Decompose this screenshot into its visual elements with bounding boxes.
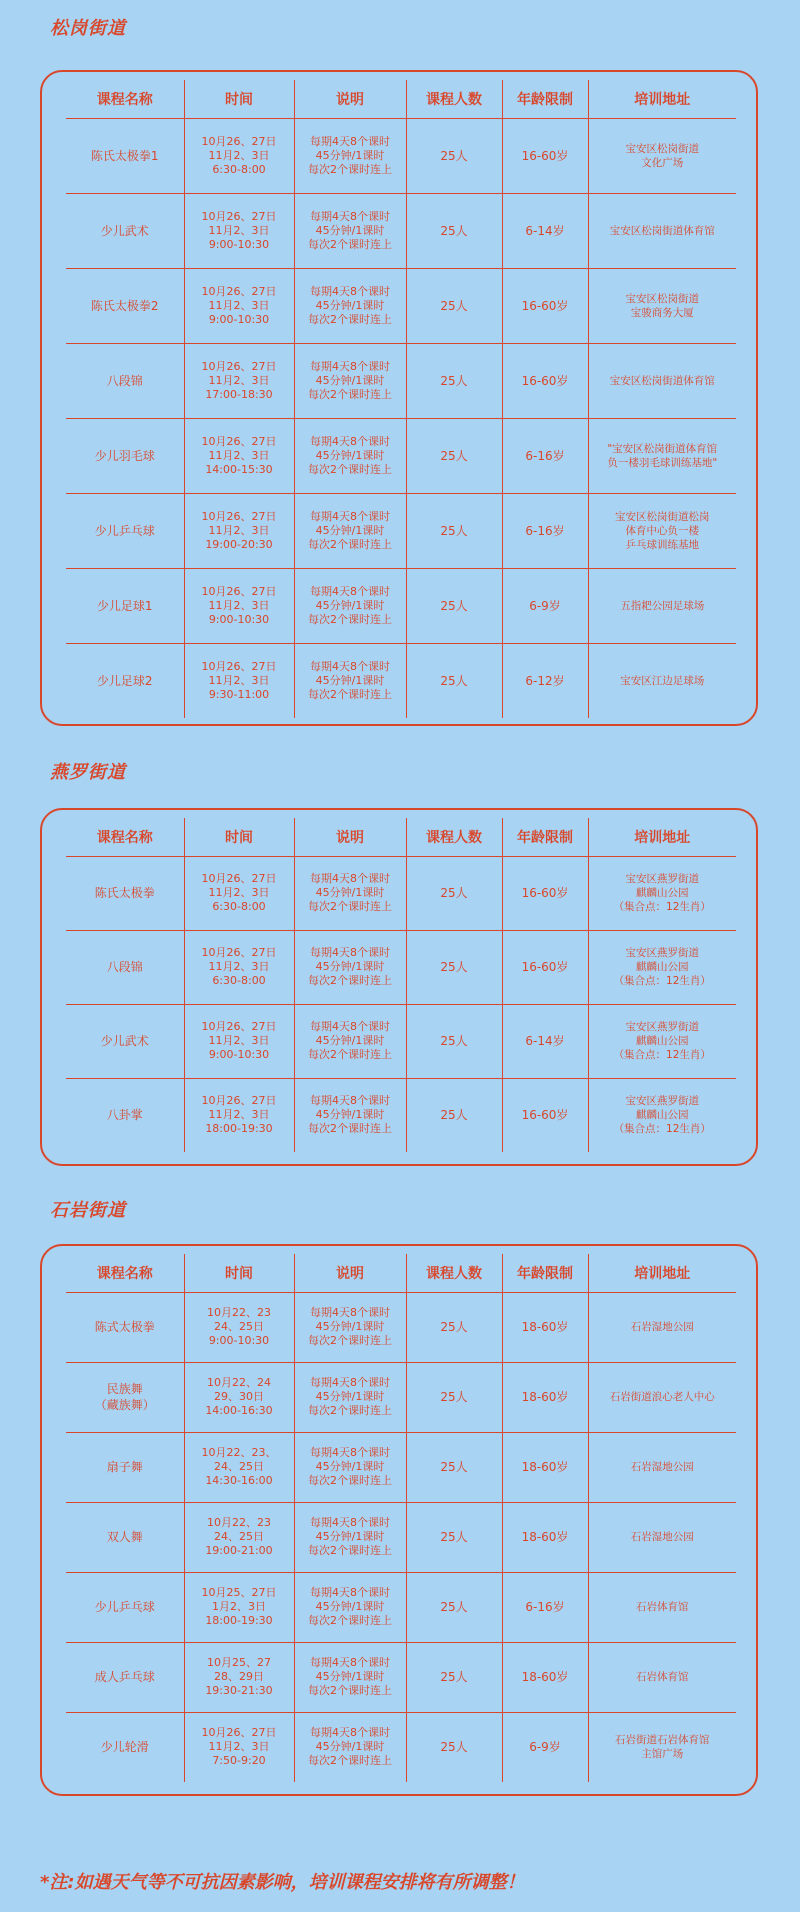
table-row [66,643,736,718]
training-address: 宝安区松岗街道松岗 体育中心负一楼 乒乓球训练基地 [588,493,736,568]
table-row [66,1362,736,1432]
column-header-course-capacity: 课程人数 [406,1254,502,1292]
age-limit: 18-60岁 [502,1432,588,1502]
course-desc: 每期4天8个课时 45分钟/1课时 每次2个课时连上 [294,1292,406,1362]
course-capacity: 25人 [406,493,502,568]
course-name: 陈式太极拳 [66,1292,184,1362]
column-header-course-name: 课程名称 [66,80,184,118]
course-desc: 每期4天8个课时 45分钟/1课时 每次2个课时连上 [294,268,406,343]
course-time: 10月22、24 29、30日 14:00-16:30 [184,1362,294,1432]
course-name: 陈氏太极拳1 [66,118,184,193]
column-header-course-time: 时间 [184,1254,294,1292]
course-time: 10月26、27日 11月2、3日 19:00-20:30 [184,493,294,568]
column-header-course-capacity: 课程人数 [406,80,502,118]
schedule-table [66,1254,736,1782]
age-limit: 16-60岁 [502,856,588,930]
column-header-course-capacity: 课程人数 [406,818,502,856]
course-time: 10月26、27日 11月2、3日 9:00-10:30 [184,268,294,343]
footnote: *注:如遇天气等不可抗因素影响，培训课程安排将有所调整！ [40,1872,525,1893]
table-row [66,268,736,343]
column-header-course-name: 课程名称 [66,818,184,856]
training-address: 宝安区松岗街道体育馆 [588,343,736,418]
course-time: 10月26、27日 11月2、3日 14:00-15:30 [184,418,294,493]
course-desc: 每期4天8个课时 45分钟/1课时 每次2个课时连上 [294,1004,406,1078]
course-time: 10月26、27日 11月2、3日 6:30-8:00 [184,118,294,193]
age-limit: 6-9岁 [502,568,588,643]
course-name: 双人舞 [66,1502,184,1572]
course-desc: 每期4天8个课时 45分钟/1课时 每次2个课时连上 [294,493,406,568]
course-time: 10月26、27日 11月2、3日 18:00-19:30 [184,1078,294,1152]
course-desc: 每期4天8个课时 45分钟/1课时 每次2个课时连上 [294,930,406,1004]
age-limit: 16-60岁 [502,268,588,343]
table-row [66,1292,736,1362]
course-name: 少儿武术 [66,193,184,268]
course-time: 10月26、27日 11月2、3日 17:00-18:30 [184,343,294,418]
course-desc: 每期4天8个课时 45分钟/1课时 每次2个课时连上 [294,1712,406,1782]
course-time: 10月26、27日 11月2、3日 9:30-11:00 [184,643,294,718]
table-row [66,1642,736,1712]
training-address: 石岩体育馆 [588,1572,736,1642]
course-desc: 每期4天8个课时 45分钟/1课时 每次2个课时连上 [294,1642,406,1712]
course-name: 成人乒乓球 [66,1642,184,1712]
course-time: 10月22、23 24、25日 19:00-21:00 [184,1502,294,1572]
table-row [66,856,736,930]
course-capacity: 25人 [406,1432,502,1502]
column-header-training-address: 培训地址 [588,818,736,856]
course-time: 10月25、27 28、29日 19:30-21:30 [184,1642,294,1712]
age-limit: 6-16岁 [502,493,588,568]
course-capacity: 25人 [406,1292,502,1362]
course-name: 少儿武术 [66,1004,184,1078]
course-name: 少儿轮滑 [100,1740,149,1755]
column-header-course-desc: 说明 [294,818,406,856]
course-capacity: 25人 [406,1572,502,1642]
age-limit: 16-60岁 [502,1078,588,1152]
age-limit: 6-12岁 [502,643,588,718]
training-address: 宝安区燕罗街道 麒麟山公园 （集合点：12生肖） [588,856,736,930]
table-row [66,1004,736,1078]
age-limit: 18-60岁 [502,1292,588,1362]
training-address: 宝安区燕罗街道 麒麟山公园 （集合点：12生肖） [588,930,736,1004]
course-capacity: 25人 [406,118,502,193]
course-name: 陈氏太极拳 [66,856,184,930]
column-header-age-limit: 年龄限制 [502,80,588,118]
course-capacity: 25人 [406,343,502,418]
training-address: 石岩湿地公园 [588,1432,736,1502]
schedule-panel [40,1244,758,1796]
age-limit: 16-60岁 [502,930,588,1004]
course-time: 10月26、27日 11月2、3日 9:00-10:30 [184,1004,294,1078]
course-desc: 每期4天8个课时 45分钟/1课时 每次2个课时连上 [294,1362,406,1432]
course-capacity: 25人 [406,930,502,1004]
table-row [66,193,736,268]
age-limit: 16-60岁 [502,118,588,193]
table-header-row [66,80,736,118]
column-header-age-limit: 年龄限制 [502,1254,588,1292]
course-name: 扇子舞 [66,1432,184,1502]
schedule-panel [40,70,758,726]
table-row [66,1712,736,1782]
course-desc: 每期4天8个课时 45分钟/1课时 每次2个课时连上 [294,856,406,930]
course-capacity: 25人 [406,1078,502,1152]
course-desc: 每期4天8个课时 45分钟/1课时 每次2个课时连上 [294,1432,406,1502]
training-address: 石岩湿地公园 [588,1292,736,1362]
column-header-age-limit: 年龄限制 [502,818,588,856]
course-time: 10月26、27日 11月2、3日 9:00-10:30 [184,193,294,268]
training-address: 石岩街道浪心老人中心 [588,1362,736,1432]
course-capacity: 25人 [406,856,502,930]
course-desc: 每期4天8个课时 45分钟/1课时 每次2个课时连上 [294,193,406,268]
course-capacity: 25人 [406,1004,502,1078]
course-name: 八段锦 [66,343,184,418]
column-header-training-address: 培训地址 [588,1254,736,1292]
table-row [66,568,736,643]
age-limit: 18-60岁 [502,1642,588,1712]
training-address: 石岩湿地公园 [588,1502,736,1572]
section-title: 石岩街道 [50,1200,126,1221]
schedule-table [66,818,736,1152]
course-time: 10月22、23 24、25日 9:00-10:30 [184,1292,294,1362]
course-name: 八段锦 [66,930,184,1004]
table-header-row [66,818,736,856]
training-address: 宝安区燕罗街道 麒麟山公园 （集合点：12生肖） [588,1004,736,1078]
training-address: 石岩体育馆 [588,1642,736,1712]
training-address: "宝安区松岗街道体育馆 负一楼羽毛球训练基地" [588,418,736,493]
table-row [66,343,736,418]
column-header-course-name: 课程名称 [66,1254,184,1292]
course-desc: 每期4天8个课时 45分钟/1课时 每次2个课时连上 [294,343,406,418]
age-limit: 18-60岁 [502,1502,588,1572]
table-row [66,930,736,1004]
table-row [66,1572,736,1642]
age-limit: 16-60岁 [502,343,588,418]
course-name: 少儿乒乓球 [66,493,184,568]
training-address: 五指耙公园足球场 [588,568,736,643]
column-header-course-desc: 说明 [294,80,406,118]
course-name: 民族舞 （藏族舞） [66,1362,184,1432]
course-capacity: 25人 [406,418,502,493]
training-address: 石岩街道石岩体育馆 主馆广场 [588,1712,736,1782]
table-row [66,493,736,568]
schedule-panel [40,808,758,1166]
course-name: 八卦掌 [106,1108,143,1123]
section-title: 松岗街道 [50,18,126,39]
course-capacity: 25人 [406,1362,502,1432]
course-desc: 每期4天8个课时 45分钟/1课时 每次2个课时连上 [294,1078,406,1152]
training-address: 宝安区松岗街道体育馆 [588,193,736,268]
age-limit: 6-14岁 [502,193,588,268]
course-time: 10月26、27日 11月2、3日 6:30-8:00 [184,856,294,930]
course-desc: 每期4天8个课时 45分钟/1课时 每次2个课时连上 [294,1502,406,1572]
course-desc: 每期4天8个课时 45分钟/1课时 每次2个课时连上 [294,418,406,493]
course-capacity: 25人 [406,568,502,643]
course-time: 10月26、27日 11月2、3日 9:00-10:30 [184,568,294,643]
section-title: 燕罗街道 [50,762,126,783]
course-name: 少儿足球1 [66,568,184,643]
course-desc: 每期4天8个课时 45分钟/1课时 每次2个课时连上 [294,118,406,193]
course-time: 10月22、23、 24、25日 14:30-16:00 [184,1432,294,1502]
column-header-training-address: 培训地址 [588,80,736,118]
age-limit: 6-14岁 [502,1004,588,1078]
course-name: 陈氏太极拳2 [66,268,184,343]
course-desc: 每期4天8个课时 45分钟/1课时 每次2个课时连上 [294,643,406,718]
course-capacity: 25人 [406,1502,502,1572]
course-name: 少儿乒乓球 [66,1572,184,1642]
course-capacity: 25人 [406,193,502,268]
course-time: 10月26、27日 11月2、3日 6:30-8:00 [184,930,294,1004]
course-time: 10月26、27日 11月2、3日 7:50-9:20 [184,1712,294,1782]
course-capacity: 25人 [406,1642,502,1712]
age-limit: 6-16岁 [502,418,588,493]
table-row [66,1078,736,1152]
course-capacity: 25人 [406,1712,502,1782]
schedule-table [66,80,736,718]
course-capacity: 25人 [406,268,502,343]
column-header-course-time: 时间 [184,818,294,856]
training-address: 宝安区松岗街道 文化广场 [588,118,736,193]
table-row [66,118,736,193]
course-name: 少儿足球2 [96,673,153,688]
training-address: 宝安区江边足球场 [588,643,736,718]
table-row [66,418,736,493]
course-desc: 每期4天8个课时 45分钟/1课时 每次2个课时连上 [294,568,406,643]
table-header-row [66,1254,736,1292]
column-header-course-time: 时间 [184,80,294,118]
table-row [66,1502,736,1572]
age-limit: 6-9岁 [502,1712,588,1782]
training-address: 宝安区燕罗街道 麒麟山公园 （集合点：12生肖） [588,1078,736,1152]
course-capacity: 25人 [406,643,502,718]
age-limit: 18-60岁 [502,1362,588,1432]
course-time: 10月25、27日 1月2、3日 18:00-19:30 [184,1572,294,1642]
course-name: 少儿羽毛球 [66,418,184,493]
table-row [66,1432,736,1502]
age-limit: 6-16岁 [502,1572,588,1642]
training-address: 宝安区松岗街道 宝骏商务大厦 [588,268,736,343]
course-desc: 每期4天8个课时 45分钟/1课时 每次2个课时连上 [294,1572,406,1642]
column-header-course-desc: 说明 [294,1254,406,1292]
